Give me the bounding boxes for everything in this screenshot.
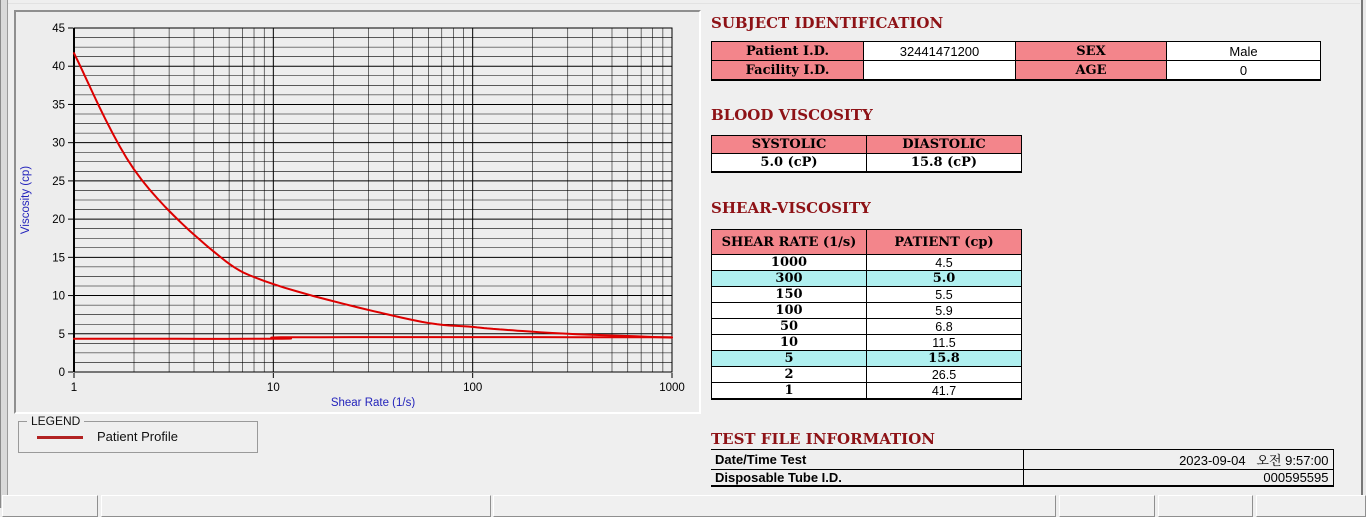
subject-identification-title: SUBJECT IDENTIFICATION [711, 14, 944, 32]
shear-rate-cell: 1 [712, 383, 867, 400]
shear-viscosity-row [712, 383, 1022, 400]
shear-rate-cell: 300 [712, 271, 867, 287]
patient-column-header: PATIENT (cp) [867, 230, 1022, 255]
status-bar-panel [1256, 495, 1366, 517]
shear-viscosity-row [712, 271, 1022, 287]
patient-id-value: 32441471200 [864, 42, 1016, 61]
patient-viscosity-cell: 11.5 [867, 335, 1022, 351]
sex-value: Male [1167, 42, 1321, 61]
table-row [712, 42, 1321, 61]
status-bar-panel [493, 495, 1056, 517]
patient-id-label: Patient I.D. [712, 42, 864, 61]
svg-text:15: 15 [52, 252, 65, 265]
status-bar-panel [101, 495, 491, 517]
legend-title: LEGEND [27, 414, 84, 428]
test-file-information-table [711, 449, 1334, 487]
disposable-tube-id-value: 000595595 [1023, 470, 1333, 487]
diastolic-label: DIASTOLIC [867, 136, 1022, 154]
date-time-test-label: Date/Time Test [711, 450, 1023, 470]
age-value: 0 [1167, 61, 1321, 81]
sex-label: SEX [1016, 42, 1167, 61]
status-bar-panel [1059, 495, 1155, 517]
svg-text:20: 20 [52, 214, 65, 227]
shear-viscosity-title: SHEAR-VISCOSITY [711, 199, 871, 217]
patient-viscosity-cell: 5.0 [867, 271, 1022, 287]
subject-identification-table [711, 41, 1321, 81]
status-bar [0, 494, 1366, 508]
shear-rate-column-header: SHEAR RATE (1/s) [712, 230, 867, 255]
patient-viscosity-cell: 5.9 [867, 303, 1022, 319]
blood-viscosity-table [711, 135, 1022, 173]
svg-text:40: 40 [52, 61, 65, 74]
svg-text:10: 10 [52, 290, 65, 303]
date-time-test-value: 2023-09-04 오전 9:57:00 [1023, 450, 1333, 470]
systolic-value: 5.0 (cP) [712, 154, 867, 173]
svg-text:Viscosity (cp): Viscosity (cp) [20, 165, 32, 235]
blood-viscosity-title: BLOOD VISCOSITY [711, 106, 873, 124]
age-label: AGE [1016, 61, 1167, 81]
table-row [712, 61, 1321, 81]
shear-viscosity-chart [16, 12, 695, 408]
diastolic-value: 15.8 (cP) [867, 154, 1022, 173]
table-row [711, 450, 1333, 470]
patient-viscosity-cell: 41.7 [867, 383, 1022, 400]
shear-viscosity-row [712, 367, 1022, 383]
patient-viscosity-cell: 4.5 [867, 255, 1022, 271]
shear-viscosity-table [711, 229, 1022, 400]
shear-rate-cell: 150 [712, 287, 867, 303]
window-edge-top [8, 3, 1360, 4]
patient-viscosity-cell: 26.5 [867, 367, 1022, 383]
shear-rate-cell: 50 [712, 319, 867, 335]
patient-profile-line-swatch [37, 436, 83, 439]
shear-viscosity-chart-panel [14, 10, 701, 414]
test-file-information-title: TEST FILE INFORMATION [711, 430, 935, 448]
window-edge-right [1361, 0, 1363, 508]
svg-text:1000: 1000 [659, 382, 685, 394]
shear-rate-cell: 1000 [712, 255, 867, 271]
facility-id-value [864, 61, 1016, 81]
status-bar-panel [1158, 495, 1253, 517]
window-edge-left [0, 0, 8, 508]
shear-viscosity-row [712, 335, 1022, 351]
disposable-tube-id-label: Disposable Tube I.D. [711, 470, 1023, 487]
svg-text:30: 30 [52, 137, 65, 150]
shear-rate-cell: 100 [712, 303, 867, 319]
shear-rate-cell: 5 [712, 351, 867, 367]
svg-text:45: 45 [52, 23, 65, 35]
shear-viscosity-row [712, 319, 1022, 335]
table-row [711, 470, 1333, 487]
facility-id-label: Facility I.D. [712, 61, 864, 81]
systolic-label: SYSTOLIC [712, 136, 867, 154]
svg-text:10: 10 [266, 382, 280, 394]
legend-entry-label: Patient Profile [97, 429, 178, 444]
shear-viscosity-row [712, 287, 1022, 303]
legend-box [18, 414, 258, 453]
svg-text:35: 35 [52, 99, 65, 112]
table-row [712, 136, 1022, 154]
svg-text:1: 1 [70, 382, 78, 394]
shear-viscosity-row [712, 303, 1022, 319]
patient-viscosity-cell: 15.8 [867, 351, 1022, 367]
shear-viscosity-row [712, 351, 1022, 367]
svg-text:25: 25 [52, 175, 65, 188]
svg-text:100: 100 [463, 382, 483, 394]
shear-rate-cell: 2 [712, 367, 867, 383]
svg-text:5: 5 [58, 328, 65, 341]
status-bar-panel [2, 495, 98, 517]
table-row [712, 154, 1022, 173]
shear-rate-cell: 10 [712, 335, 867, 351]
table-header-row [712, 230, 1022, 255]
svg-text:Shear Rate (1/s): Shear Rate (1/s) [330, 397, 416, 408]
shear-viscosity-row [712, 255, 1022, 271]
svg-text:0: 0 [58, 367, 65, 379]
patient-viscosity-cell: 5.5 [867, 287, 1022, 303]
patient-viscosity-cell: 6.8 [867, 319, 1022, 335]
